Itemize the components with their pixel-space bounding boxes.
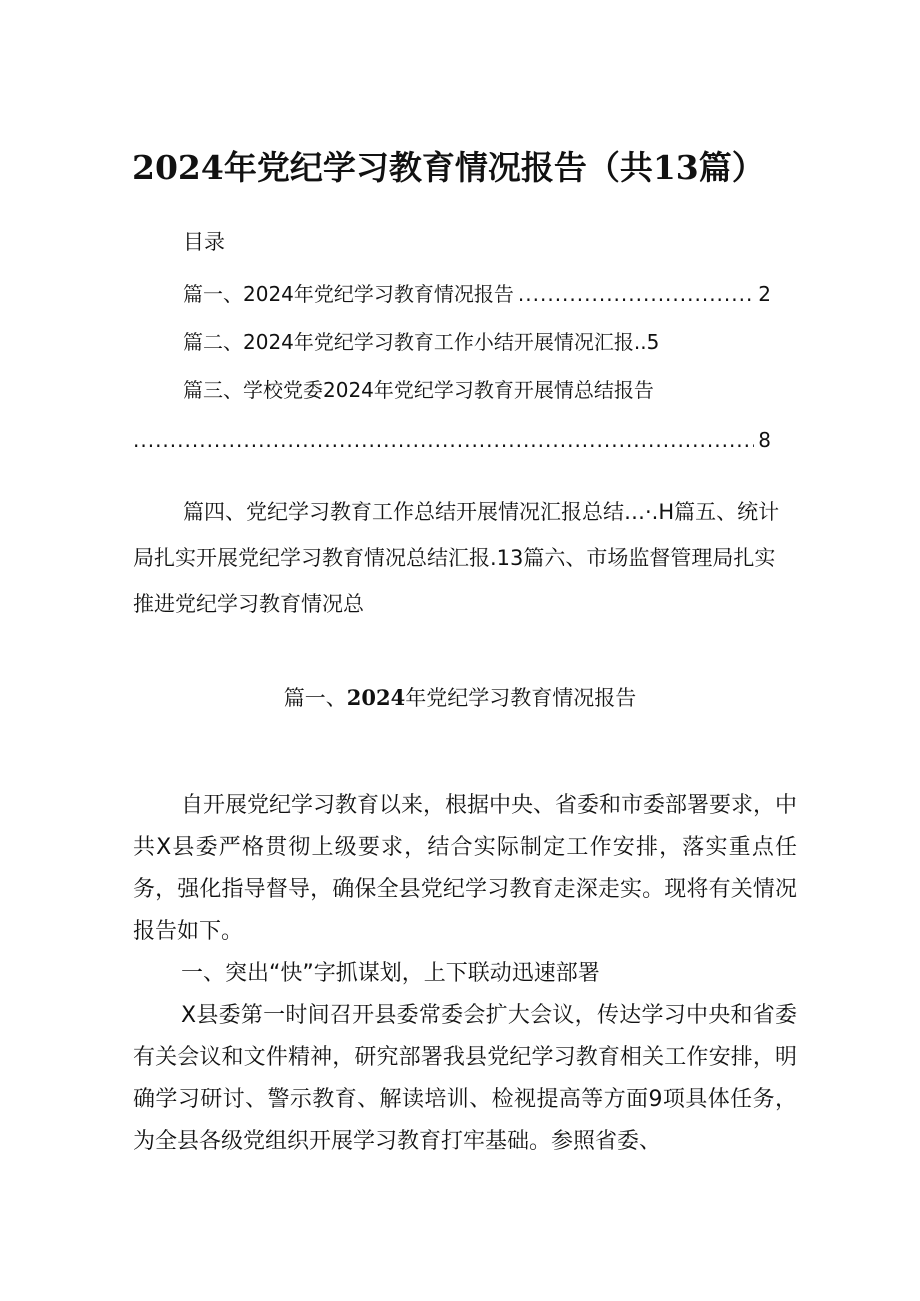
body-subheading-1: 一、突出“快”字抓谋划，上下联动迅速部署 <box>181 961 600 986</box>
toc-page-number: 2 <box>758 282 771 306</box>
toc-dot-leader <box>133 422 754 458</box>
toc-entry-3[interactable] <box>183 372 654 408</box>
toc-entry-3-leader-line[interactable] <box>133 422 771 458</box>
section-heading-prefix: 篇一、 <box>283 686 347 710</box>
section-heading <box>0 680 920 716</box>
body-paragraph-2: X县委第一时间召开县委常委会扩大会议，传达学习中央和省委有关会议和文件精神，研究部署我县党纪学习教育相关工作安排，明确学习研讨、警示教育、解读培训、检视提高等方面9项具体任务，为全县各级党组织开展学习教育打牢基础。参照省委、 <box>133 1003 797 1154</box>
toc-dot-leader <box>518 276 754 312</box>
toc-entry-text: 篇二、2024年党纪学习教育工作小结开展情况汇报..5 <box>183 330 660 354</box>
section-heading-rest: 年党纪学习教育情况报告 <box>405 686 637 710</box>
toc-entry-2[interactable] <box>183 324 771 360</box>
body-paragraph-1: 自开展党纪学习教育以来，根据中央、省委和市委部署要求，中共X县委严格贯彻上级要求，结合实际制定工作安排，落实重点任务，强化指导督导，确保全县党纪学习教育走深走实。现将有关情况报告如下。 <box>133 793 798 944</box>
toc-merged-entries: 篇四、党纪学习教育工作总结开展情况汇报总结…·.H篇五、统计局扎实开展党纪学习教育情况总结汇报.13篇六、市场监督管理局扎实推进党纪学习教育情况总 <box>133 500 780 616</box>
toc-page-number: 8 <box>758 428 771 452</box>
document-title: 2024年党纪学习教育情况报告（共13篇） <box>132 148 765 187</box>
toc-entry-text: 篇三、学校党委2024年党纪学习教育开展情总结报告 <box>183 378 654 402</box>
section-heading-year: 2024 <box>346 685 406 710</box>
toc-entry-1[interactable] <box>183 276 771 312</box>
toc-heading: 目录 <box>183 230 225 254</box>
toc-entry-text: 篇一、2024年党纪学习教育情况报告 <box>183 282 514 306</box>
